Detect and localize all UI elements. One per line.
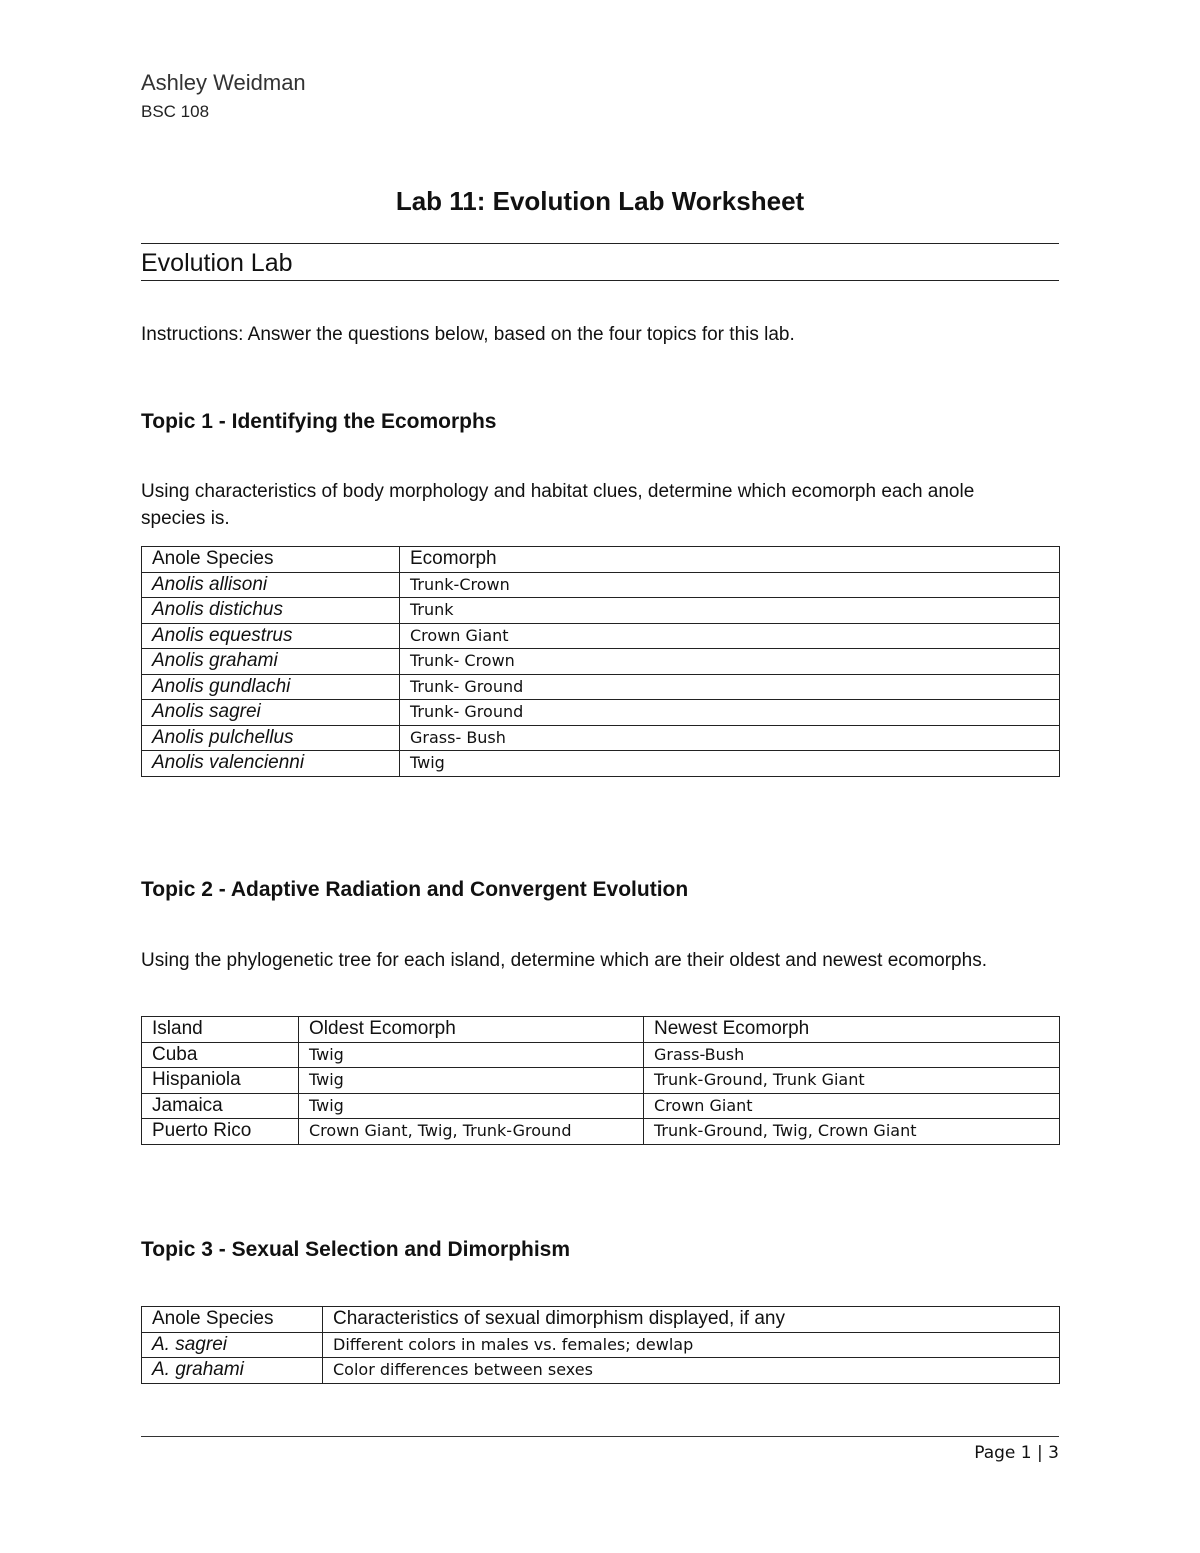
dimorphism-cell: Different colors in males vs. females; dewlap [323, 1332, 1060, 1358]
oldest-ecomorph-cell: Twig [299, 1068, 644, 1094]
newest-ecomorph-cell: Trunk-Ground, Trunk Giant [644, 1068, 1060, 1094]
table-header-cell: Anole Species [142, 547, 400, 573]
species-cell: Anolis equestrus [142, 623, 400, 649]
page-number [974, 1443, 1059, 1463]
island-ecomorph-table [141, 1016, 1060, 1145]
topic2-heading: Topic 2 - Adaptive Radiation and Convergent Evolution [141, 878, 689, 901]
table-row [142, 1042, 1060, 1068]
table-header-row [142, 1307, 1060, 1333]
newest-ecomorph-cell: Trunk-Ground, Twig, Crown Giant [644, 1119, 1060, 1145]
species-cell: A. sagrei [142, 1332, 323, 1358]
oldest-ecomorph-cell: Crown Giant, Twig, Trunk-Ground [299, 1119, 644, 1145]
dimorphism-cell: Color differences between sexes [323, 1358, 1060, 1384]
table-header-cell: Oldest Ecomorph [299, 1017, 644, 1043]
table-row [142, 674, 1060, 700]
table-row [142, 1093, 1060, 1119]
newest-ecomorph-cell: Crown Giant [644, 1093, 1060, 1119]
topic1-heading: Topic 1 - Identifying the Ecomorphs [141, 410, 497, 433]
topic3-heading: Topic 3 - Sexual Selection and Dimorphism [141, 1238, 571, 1261]
oldest-ecomorph-cell: Twig [299, 1093, 644, 1119]
table-header-row [142, 547, 1060, 573]
table-row [142, 1068, 1060, 1094]
table-row [142, 1332, 1060, 1358]
current-page: 1 [1020, 1443, 1032, 1463]
ecomorph-cell: Twig [400, 751, 1060, 777]
species-cell: Anolis sagrei [142, 700, 400, 726]
species-cell: Anolis gundlachi [142, 674, 400, 700]
species-cell: Anolis distichus [142, 598, 400, 624]
ecomorph-cell: Crown Giant [400, 623, 1060, 649]
species-cell: Anolis grahami [142, 649, 400, 675]
island-cell: Jamaica [142, 1093, 299, 1119]
island-cell: Hispaniola [142, 1068, 299, 1094]
page-separator: | [1037, 1443, 1043, 1463]
table-row [142, 1119, 1060, 1145]
instructions-text: Instructions: Answer the questions below, based on the four topics for this lab. [141, 324, 795, 345]
section-bottom-rule [141, 280, 1059, 281]
table-row [142, 572, 1060, 598]
ecomorph-cell: Trunk-Crown [400, 572, 1060, 598]
table-header-cell: Characteristics of sexual dimorphism displayed, if any [323, 1307, 1060, 1333]
ecomorph-cell: Trunk- Ground [400, 674, 1060, 700]
topic1-instructions: Using characteristics of body morphology and habitat clues, determine which ecomorph each anole species is. [141, 481, 975, 529]
table-row [142, 725, 1060, 751]
island-cell: Cuba [142, 1042, 299, 1068]
ecomorph-cell: Trunk [400, 598, 1060, 624]
dimorphism-table [141, 1306, 1060, 1384]
ecomorph-cell: Grass- Bush [400, 725, 1060, 751]
section-top-rule [141, 243, 1059, 244]
course-code: BSC 108 [141, 102, 210, 121]
island-cell: Puerto Rico [142, 1119, 299, 1145]
ecomorph-table [141, 546, 1060, 777]
table-row [142, 751, 1060, 777]
total-pages: 3 [1048, 1443, 1059, 1463]
table-row [142, 598, 1060, 624]
table-header-row [142, 1017, 1060, 1043]
table-row [142, 1358, 1060, 1384]
table-header-cell: Island [142, 1017, 299, 1043]
ecomorph-cell: Trunk- Crown [400, 649, 1060, 675]
page-title: Lab 11: Evolution Lab Worksheet [395, 186, 805, 216]
species-cell: A. grahami [142, 1358, 323, 1384]
table-header-cell: Newest Ecomorph [644, 1017, 1060, 1043]
species-cell: Anolis allisoni [142, 572, 400, 598]
author-name: Ashley Weidman [141, 70, 306, 95]
newest-ecomorph-cell: Grass-Bush [644, 1042, 1060, 1068]
table-row [142, 623, 1060, 649]
species-cell: Anolis pulchellus [142, 725, 400, 751]
section-heading: Evolution Lab [141, 249, 293, 277]
table-row [142, 649, 1060, 675]
table-header-cell: Anole Species [142, 1307, 323, 1333]
page-label: Page [974, 1443, 1016, 1463]
table-header-cell: Ecomorph [400, 547, 1060, 573]
oldest-ecomorph-cell: Twig [299, 1042, 644, 1068]
species-cell: Anolis valencienni [142, 751, 400, 777]
topic2-instructions: Using the phylogenetic tree for each island, determine which are their oldest and newest ecomorphs. [141, 950, 987, 971]
footer-rule [141, 1436, 1059, 1437]
table-row [142, 700, 1060, 726]
ecomorph-cell: Trunk- Ground [400, 700, 1060, 726]
